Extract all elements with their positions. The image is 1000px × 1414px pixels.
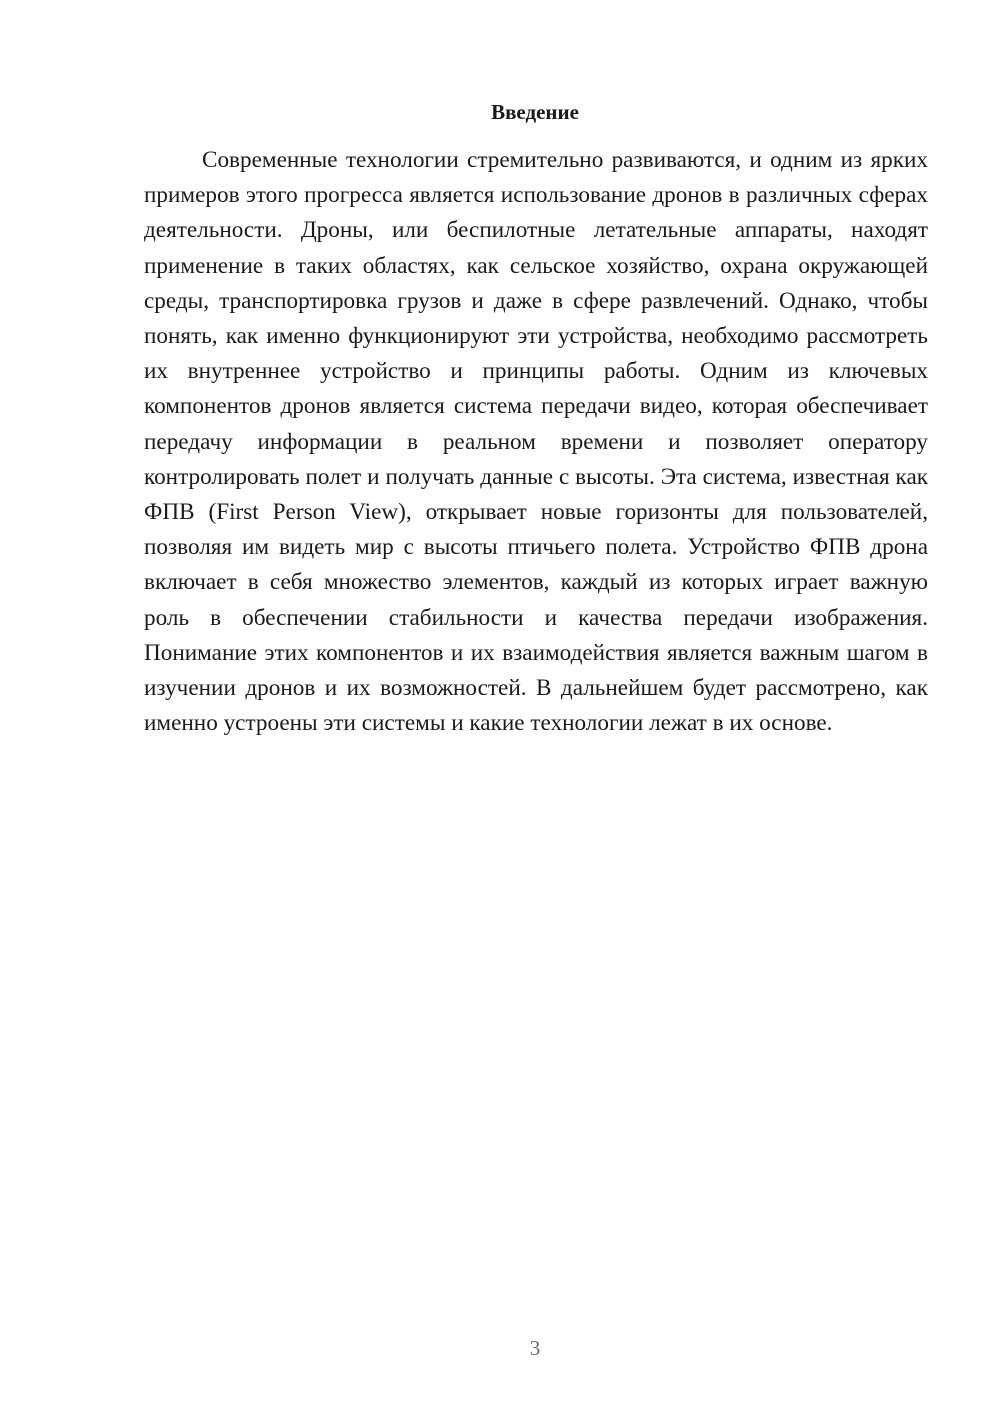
- section-heading: Введение: [491, 100, 579, 124]
- page-number: 3: [529, 1336, 541, 1360]
- body-paragraph: Современные технологии стремительно развиваются, и одним из ярких примеров этого прогресса является использование дронов в различных сферах деятельности. Дроны, или беспилотные летательные аппараты, находят применение в таких областях, как сельское хозяйство, охрана окружающей среды, транспортировка грузов и даже в сфере развлечений. Однако, чтобы понять, как именно функционируют эти устройства, необходимо рассмотреть их внутреннее устройство и принципы работы. Одним из ключевых компонентов дронов является система передачи видео, которая обеспечивает передачу информации в реальном времени и позволяет оператору контролировать полет и получать данные с высоты. Эта система, известная как ФПВ (First Person View), открывает новые горизонты для пользователей, позволяя им видеть мир с высоты птичьего полета. Устройство ФПВ дрона включает в себя множество элементов, каждый из которых играет важную роль в обеспечении стабильности и качества передачи изображения. Понимание этих компонентов и их взаимодействия является важным шагом в изучении дронов и их возможностей. В дальнейшем будет рассмотрено, как именно устроены эти системы и какие технологии лежат в их основе.: [144, 147, 928, 737]
